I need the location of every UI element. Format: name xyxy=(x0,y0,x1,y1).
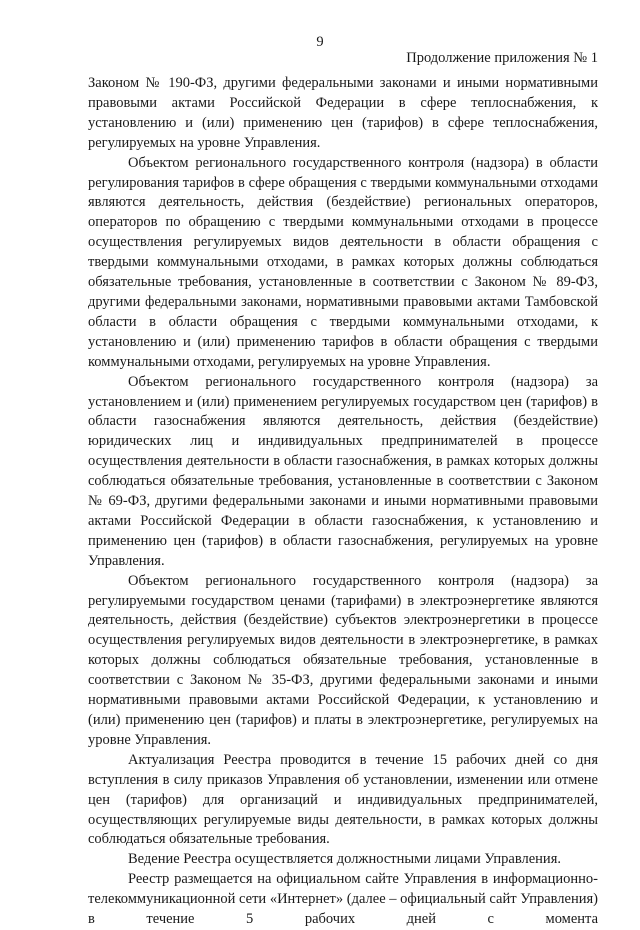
paragraph-registry-publication: Реестр размещается на официальном сайте Управления в информационно-телекоммуникационной сети «Интернет» (далее – официальный сайт Управления) в течение 5 рабочих дней с момента xyxy=(88,871,598,928)
body-text xyxy=(88,74,598,930)
paragraph-electricity-control: Объектом регионального государственного контроля (надзора) за регулируемыми государством ценами (тарифами) в электроэнергетике являются деятельность, действия (бездействие) субъектов электроэнергетики в процессе осуществления регулируемых видов деятельности в электроэнергетике, в рамках которых должны соблюдаться обязательные требования, установленные в соответствии с Законом № 35-ФЗ, другими федеральными законами и иными нормативными правовыми актами Российской Федерации, к установлению и (или) применению цен (тарифов) и платы в электроэнергетике, регулируемых на уровне Управления. xyxy=(88,572,598,748)
paragraph-tko-control: Объектом регионального государственного контроля (надзора) в области регулирования тарифов в сфере обращения с твердыми коммунальными отходами являются деятельность, действия (бездействие) региональных операторов, операторов по обращению с твердыми коммунальными отходами в процессе осуществления регулируемых видов деятельности в области обращения с твердыми коммунальными отходами, в рамках которых должны соблюдаться обязательные требования, установленные в соответствии с Законом № 89-ФЗ, другими федеральными законами, нормативными правовыми актами Тамбовской области в области обращения с твердыми коммунальными отходами, к установлению и (или) применению тарифов в области обращения с твердыми коммунальными отходами, регулируемых на уровне Управления. xyxy=(88,154,598,370)
paragraph-gas-control: Объектом регионального государственного контроля (надзора) за установлением и (или) применением регулируемых государством цен (тарифов) в области газоснабжения являются деятельность, действия (бездействие) юридических лиц и индивидуальных предпринимателей в процессе осуществления деятельности в области газоснабжения, в рамках которых должны соблюдаться обязательные требования, установленные в соответствии с Законом № 69-ФЗ, другими федеральными законами и иными нормативными правовыми актами Российской Федерации в области газоснабжения, к установлению и применению цен (тарифов) в области газоснабжения, регулируемых на уровне Управления. xyxy=(88,373,598,569)
appendix-continuation-note: Продолжение приложения № 1 xyxy=(406,50,598,66)
paragraph-registry-update: Актуализация Реестра проводится в течение 15 рабочих дней со дня вступления в силу приказов Управления об установлении, изменении или отмене цен (тарифов) для организаций и индивидуальных предпринимателей, осуществляющих регулируемые виды деятельности, в рамках которых должны соблюдаться обязательные требования. xyxy=(88,751,598,848)
paragraph-teplosnabzhenie-end: Законом № 190-ФЗ, другими федеральными законами и иными нормативными правовыми актами Российской Федерации в сфере теплоснабжения, к установлению и (или) применению цен (тарифов) в сфере теплоснабжения, регулируемых на уровне Управления. xyxy=(88,75,598,151)
page-number: 9 xyxy=(316,34,324,50)
paragraph-registry-maintenance: Ведение Реестра осуществляется должностными лицами Управления. xyxy=(128,851,561,868)
